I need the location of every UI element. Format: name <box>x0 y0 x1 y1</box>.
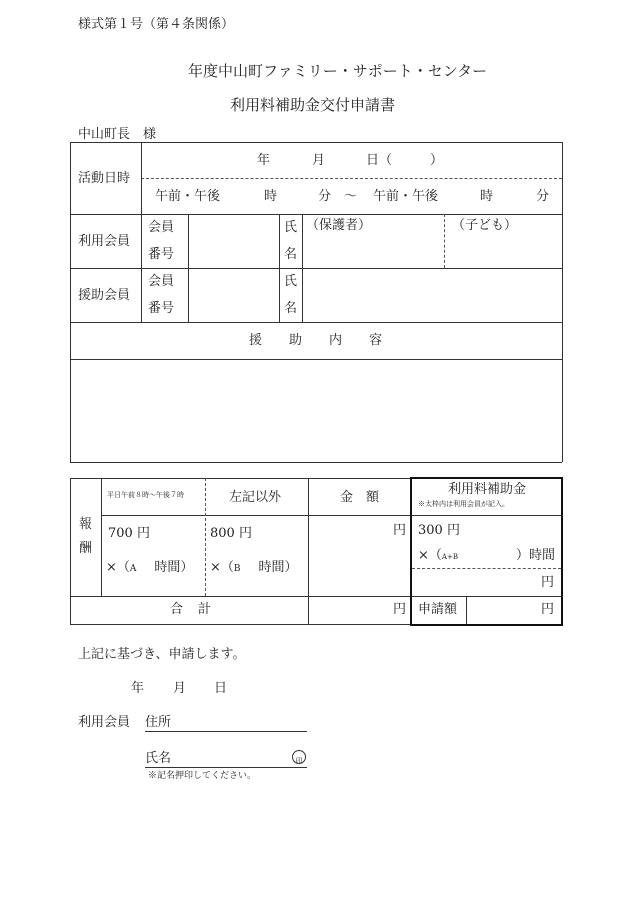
activity-ampm-end: 午前・午後 <box>373 189 439 204</box>
activity-hour-end: 時 <box>480 189 494 204</box>
activity-date-month: 月 <box>312 153 326 168</box>
user-member-name-2: 名 <box>284 247 298 262</box>
support-content-char-1: 援 <box>249 333 263 348</box>
other-hours-letter: B <box>233 564 241 574</box>
applicant-label: 利用会員 <box>78 715 131 730</box>
footer-date-day: 日 <box>214 681 228 696</box>
name-label: 氏名 <box>145 751 172 766</box>
total-yen: 円 <box>393 602 407 617</box>
support-content-char-3: 内 <box>329 333 343 348</box>
apply-amount-label: 申請額 <box>418 602 458 617</box>
support-member-name-1: 氏 <box>284 274 298 289</box>
user-member-name-1: 氏 <box>284 220 298 235</box>
subsidy-hours-prefix: ×（ <box>418 548 442 563</box>
support-content-char-2: 助 <box>289 333 303 348</box>
activity-tilde: ～ <box>344 189 358 204</box>
support-member-number-1: 会員 <box>148 274 175 289</box>
footer-date-month: 月 <box>173 681 187 696</box>
amount-header: 金 額 <box>340 490 380 505</box>
user-member-number-1: 会員 <box>148 220 175 235</box>
support-member-number-2: 番号 <box>148 301 175 316</box>
user-member-label: 利用会員 <box>78 234 131 249</box>
subsidy-note: ※太枠内は利用会員が記入。 <box>418 500 509 508</box>
activity-date-close: ） <box>430 153 444 168</box>
other-hours <box>210 561 298 574</box>
seal-note: ※記名押印してください。 <box>148 771 257 781</box>
total-label-1: 合 <box>170 602 184 617</box>
weekday-hours-letter: A <box>129 564 137 574</box>
guardian-label: （保護者） <box>306 218 372 233</box>
other-hours-suffix: 時間） <box>258 560 298 575</box>
child-label: （子ども） <box>452 218 518 233</box>
seal-char: 印 <box>295 757 303 765</box>
subsidy-yen: 円 <box>541 575 555 590</box>
total-label-2: 計 <box>198 602 212 617</box>
weekday-hours <box>106 561 193 574</box>
support-member-name-2: 名 <box>284 301 298 316</box>
address-line[interactable] <box>145 731 307 732</box>
subsidy-rate: 300 円 <box>418 523 460 538</box>
activity-min-end: 分 <box>536 189 550 204</box>
subsidy-hours <box>418 549 458 562</box>
activity-date-day: 日（ <box>366 153 393 168</box>
form-number: 様式第１号（第４条関係） <box>78 17 235 32</box>
subsidy-hours-suffix: ）時間 <box>516 548 556 563</box>
form-title-line1: 年度中山町ファミリー・サポート・センター <box>188 62 488 80</box>
fee-label-2: 酬 <box>79 541 93 556</box>
activity-label: 活動日時 <box>78 171 131 186</box>
fee-label-1: 報 <box>79 517 93 532</box>
weekday-hours-suffix: 時間） <box>154 560 194 575</box>
support-content-area[interactable] <box>71 360 561 461</box>
footer-date-year: 年 <box>131 681 145 696</box>
addressee: 中山町長 様 <box>78 127 157 142</box>
name-line[interactable] <box>145 767 307 768</box>
amount-yen: 円 <box>393 523 407 538</box>
activity-date-year: 年 <box>257 153 271 168</box>
weekday-header: 平日午前８時～午後７時 <box>107 491 184 499</box>
user-member-number-2: 番号 <box>148 247 175 262</box>
form-title-line2: 利用料補助金交付申請書 <box>230 96 396 114</box>
weekday-rate: 700 円 <box>108 526 150 541</box>
other-header: 左記以外 <box>229 490 282 505</box>
other-hours-prefix: ×（ <box>210 560 234 575</box>
subsidy-hours-letter: A+B <box>441 553 458 561</box>
weekday-hours-prefix: ×（ <box>106 560 130 575</box>
subsidy-header: 利用料補助金 <box>448 482 527 497</box>
address-label: 住所 <box>145 715 172 730</box>
other-rate: 800 円 <box>210 526 252 541</box>
activity-hour-start: 時 <box>264 189 278 204</box>
support-content-char-4: 容 <box>369 333 383 348</box>
activity-ampm-start: 午前・午後 <box>155 189 221 204</box>
seal-mark <box>292 750 306 764</box>
statement: 上記に基づき、申請します。 <box>78 647 246 662</box>
activity-min-start: 分 <box>318 189 332 204</box>
support-member-label: 援助会員 <box>78 288 131 303</box>
apply-amount-yen: 円 <box>541 602 555 617</box>
